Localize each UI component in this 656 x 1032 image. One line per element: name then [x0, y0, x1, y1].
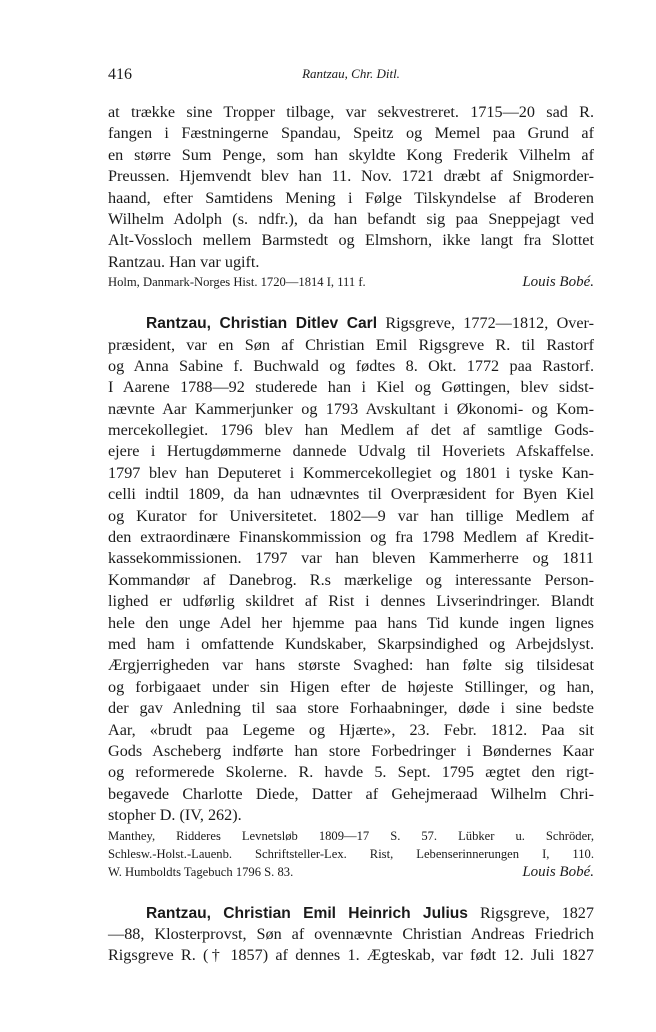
text-line: celli indtil 1809, da han udnævntes til Overpræsident for Byen Kiel: [108, 485, 594, 504]
text-line: Aar, «brudt paa Legeme og Hjærte», 23. Febr. 1812. Paa sit: [108, 720, 594, 739]
text-line: I Aarene 1788—92 studerede han i Kiel og Gøttingen, blev sidst-: [108, 378, 594, 397]
entry-first-line: [108, 313, 594, 334]
text-line: og reformerede Skolerne. R. havde 5. Sept. 1795 ægtet den rigt-: [108, 763, 594, 782]
text-line: 1797 blev han Deputeret i Kommercekollegiet og 1801 i tyske Kan-: [108, 463, 594, 482]
entry-headword: Rantzau, Christian Emil Heinrich Julius: [146, 904, 468, 922]
text-line: kassekommissionen. 1797 var han bleven Kammerherre og 1811: [108, 549, 594, 568]
author-signature: Louis Bobé.: [522, 863, 594, 880]
reference-text: W. Humboldts Tagebuch 1796 S. 83.: [108, 864, 294, 879]
text-line: Rigsgreve R. († 1857) af dennes 1. Ægteskab, var født 12. Juli 1827: [108, 946, 594, 965]
reference-line: Schlesw.-Holst.-Lauenb. Schriftsteller-Lex. Rist, Lebenserinnerungen I, 110.: [108, 846, 594, 861]
text-line: hele den unge Adel her hjemme paa hans Tid kunde ingen lignes: [108, 613, 594, 632]
page-header: [108, 66, 594, 86]
text-line: haand, efter Samtidens Mening i Følge Tilskyndelse af Broderen: [108, 188, 594, 207]
text-line: stopher D. (IV, 262).: [108, 806, 242, 825]
text-line: ejere i Hertugdømmerne dannede Udvalg til Hoveriets Afskaffelse.: [108, 442, 594, 461]
entry-first-line: [108, 903, 594, 924]
text-line: en større Sum Penge, som han skyldte Kong Frederik Vilhelm af: [108, 145, 594, 164]
entry-first-line-text: Rigsgreve, 1827: [467, 903, 594, 922]
author-signature: Louis Bobé.: [522, 274, 594, 291]
text-line: Wilhelm Adolph (s. ndfr.), da han befandt sig paa Sneppejagt ved: [108, 209, 594, 228]
text-line: lighed er udførlig skildret af Rist i dennes Livserindringer. Blandt: [108, 592, 594, 611]
text-line: og Anna Sabine f. Buchwald og fødtes 8. Okt. 1772 paa Rastorf.: [108, 356, 594, 375]
entry-headword: Rantzau, Christian Ditlev Carl: [146, 315, 378, 333]
text-line: Ærgjerrigheden var hans største Svaghed: han følte sig tilsidesat: [108, 656, 594, 675]
text-line: den extraordinære Finanskommission og fra 1798 Medlem af Kredit-: [108, 528, 594, 547]
entry-first-line-text: Rigsgreve, 1772—1812, Over-: [377, 314, 594, 333]
reference-line: [108, 863, 594, 881]
text-line: Preussen. Hjemvendt blev han 11. Nov. 1721 dræbt af Snigmorder-: [108, 167, 594, 186]
text-line: Gods Ascheberg indførte han store Forbedringer i Bøndernes Kaar: [108, 741, 594, 760]
text-line: og Kurator for Universitetet. 1802—9 var han tillige Medlem af: [108, 506, 594, 525]
reference-line: Manthey, Ridderes Levnetsløb 1809—17 S. 57. Lübker u. Schröder,: [108, 828, 594, 843]
text-line: begavede Charlotte Diede, Datter af Gehejmeraad Wilhelm Chri-: [108, 784, 594, 803]
reference-line: [108, 273, 594, 291]
running-head: Rantzau, Chr. Ditl.: [302, 66, 400, 81]
text-line: fangen i Fæstningerne Spandau, Speitz og Memel paa Grund af: [108, 124, 594, 143]
text-line: Kommandør af Danebrog. R.s mærkelige og interessante Person-: [108, 570, 594, 589]
reference-text: Holm, Danmark-Norges Hist. 1720—1814 I, 111 f.: [108, 275, 366, 290]
text-line: præsident, var en Søn af Christian Emil Rigsgreve R. til Rastorf: [108, 335, 594, 354]
text-line: Rantzau. Han var ugift.: [108, 252, 260, 271]
entry-previous: [108, 102, 594, 291]
text-line: mercekollegiet. 1796 blev han Medlem af det af samtlige Gods-: [108, 421, 594, 440]
entry-next: [108, 903, 594, 967]
text-line: —88, Klosterprovst, Søn af ovennævnte Christian Andreas Friedrich: [108, 924, 594, 943]
text-line: Alt-Vossloch mellem Barmstedt og Elmshorn, ikke langt fra Slottet: [108, 231, 594, 250]
text-line: at trække sine Tropper tilbage, var sekvestreret. 1715—20 sad R.: [108, 103, 594, 121]
body-text: [108, 102, 594, 967]
entry-main: [108, 313, 594, 880]
text-line: og forbigaaet under sin Higen efter de højeste Stillinger, og han,: [108, 677, 594, 696]
text-line: der gav Anledning til saa store Forhaabninger, døde i sine bedste: [108, 699, 594, 718]
text-line: med ham i omfattende Kundskaber, Skarpsindighed og Arbejdslyst.: [108, 634, 594, 653]
text-line: nævnte Aar Kammerjunker og 1793 Avskultant i Økonomi- og Kom-: [108, 399, 594, 418]
page-number: 416: [108, 66, 132, 83]
